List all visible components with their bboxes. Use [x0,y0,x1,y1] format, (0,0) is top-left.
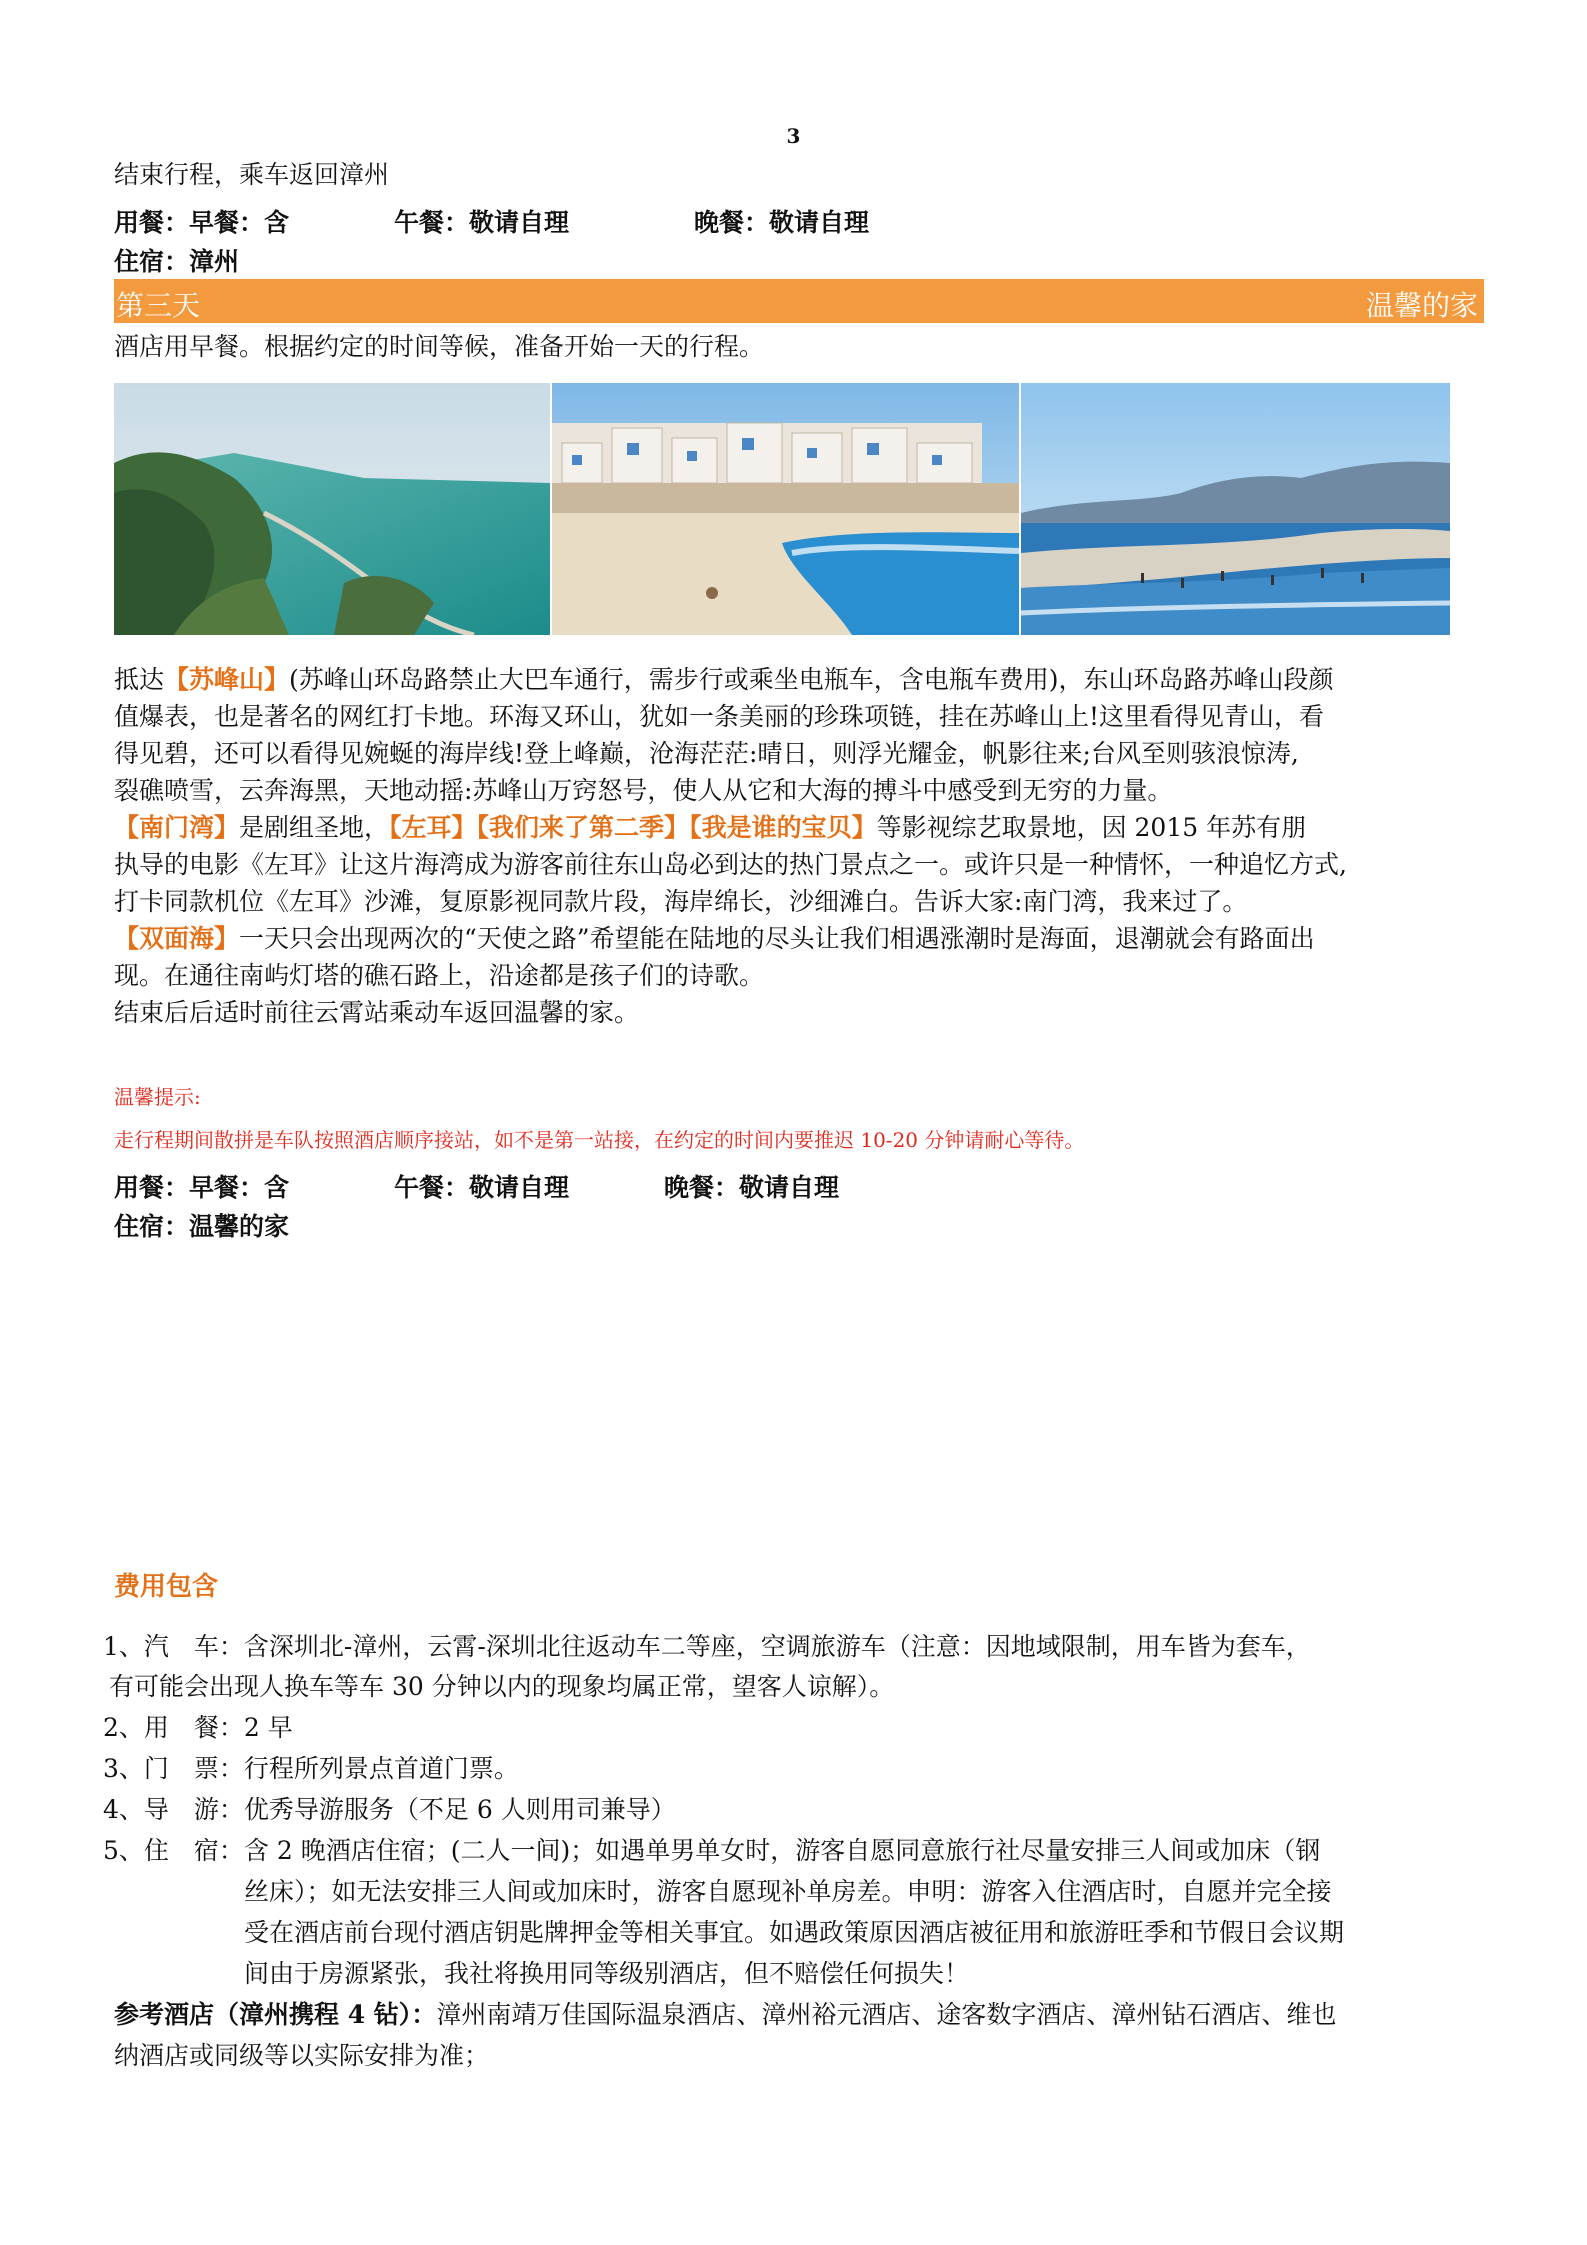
day3-intro: 酒店用早餐。根据约定的时间等候，准备开始一天的行程。 [114,332,765,361]
day3-breakfast: 用餐：早餐：含 [114,1173,290,1202]
double-sea-beach-photo [1021,383,1450,635]
nanmen-line3: 打卡同款机位《左耳》沙滩，复原影视同款片段，海岸绵长，沙细滩白。告诉大家:南门湾，我来过了。 [114,887,1248,916]
beach-village-photo [552,383,1019,635]
shuangmian-name: 【双面海】 [114,924,240,953]
fee-item5-line1: 5、住 宿：含 2 晚酒店住宿；(二人一间)；如遇单男单女时，游客自愿同意旅行社尽量安排三人间或加床（钢 [103,1836,1321,1865]
hotel-label: 参考酒店（漳州携程 4 钻）： [114,2000,437,2029]
day2-lunch: 午餐：敬请自理 [394,208,570,237]
day3-header-bar [114,279,1484,323]
fee-item4: 4、导 游：优秀导游服务（不足 6 人则用司兼导） [103,1795,676,1824]
day2-dinner: 晚餐：敬请自理 [694,208,870,237]
fee-item1-line1: 1、汽 车：含深圳北-漳州，云霄-深圳北往返动车二等座，空调旅游车（注意：因地域限制，用车皆为套车， [103,1632,1311,1661]
hotel-line2: 纳酒店或同级等以实际安排为准； [114,2041,490,2070]
shuangmian-line2: 现。在通往南屿灯塔的礁石路上，沿途都是孩子们的诗歌。 [114,961,765,990]
day3-destination: 温馨的家 [1365,289,1478,322]
day2-lodging: 住宿：漳州 [114,247,240,276]
day3-lodging: 住宿：温馨的家 [114,1212,290,1241]
day3-lunch: 午餐：敬请自理 [394,1173,570,1202]
sufeng-line1: 抵达【苏峰山】(苏峰山环岛路禁止大巴车通行，需步行或乘坐电瓶车，含电瓶车费用)，东山环岛路苏峰山段颜 [114,665,1334,694]
sufeng-line3: 得见碧，还可以看得见婉蜒的海岸线!登上峰巅，沧海茫茫:晴日，则浮光耀金，帆影往来;台风至则骇浪惊涛, [114,739,1299,768]
baobei-name: 【我是谁的宝贝】 [689,813,877,842]
sufeng-paragraph [114,661,1489,809]
ending-line: 结束后后适时前往云霄站乘动车返回温馨的家。 [114,998,640,1027]
fee-item5-line3: 受在酒店前台现付酒店钥匙牌押金等相关事宜。如遇政策原因酒店被征用和旅游旺季和节假日会议期 [244,1918,1345,1947]
women-name: 【我们来了第二季】 [476,813,690,842]
page-number: 3 [786,124,801,148]
day3-dinner: 晚餐：敬请自理 [664,1173,840,1202]
shuangmian-line1: 【双面海】一天只会出现两次的“天使之路”希望能在陆地的尽头让我们相遇涨潮时是海面，退潮就会有路面出 [114,924,1315,953]
nanmen-line1: 【南门湾】是剧组圣地，【左耳】【我们来了第二季】【我是谁的宝贝】等影视综艺取景地，因 2015 年苏有朋 [114,813,1307,842]
fees-title: 费用包含 [114,1572,219,1602]
nanmen-paragraph [114,809,1489,920]
hotel-line1: 参考酒店（漳州携程 4 钻）：漳州南靖万佳国际温泉酒店、漳州裕元酒店、途客数字酒店、漳州钻石酒店、维也 [114,2000,1337,2029]
shuangmian-paragraph [114,920,1489,1031]
nanmen-line2: 执导的电影《左耳》让这片海湾成为游客前往东山岛必到达的热门景点之一。或许只是一种情怀，一种追忆方式, [114,850,1347,879]
fee-item5-line2: 丝床）；如无法安排三人间或加床时，游客自愿现补单房差。申明：游客入住酒店时，自愿并完全接 [244,1877,1332,1906]
fee-item3: 3、门 票：行程所列景点首道门票。 [103,1754,519,1783]
sufeng-name: 【苏峰山】 [164,665,290,694]
coastal-highway-photo [114,383,550,635]
zuoer-name: 【左耳】 [389,813,477,842]
nanmen-name: 【南门湾】 [114,813,240,842]
tip-title: 温馨提示: [114,1085,201,1109]
sufeng-line2: 值爆表，也是著名的网红打卡地。环海又环山，犹如一条美丽的珍珠项链，挂在苏峰山上!这里看得见青山，看 [114,702,1325,731]
sufeng-line4: 裂礁喷雪，云奔海黑，天地动摇:苏峰山万窍怒号，使人从它和大海的搏斗中感受到无穷的力量。 [114,776,1173,805]
day3-title: 第三天 [116,289,201,322]
day2-breakfast: 用餐：早餐：含 [114,208,290,237]
fee-item5-line4: 间由于房源紧张，我社将换用同等级别酒店，但不赔偿任何损失！ [244,1959,970,1988]
fee-item2: 2、用 餐：2 早 [103,1713,293,1742]
tip-text: 走行程期间散拼是车队按照酒店顺序接站，如不是第一站接，在约定的时间内要推迟 10-20 分钟请耐心等待。 [114,1128,1085,1152]
day2-end-text: 结束行程，乘车返回漳州 [114,160,390,189]
fee-item1-line2: 有可能会出现人换车等车 30 分钟以内的现象均属正常，望客人谅解）。 [109,1672,895,1701]
